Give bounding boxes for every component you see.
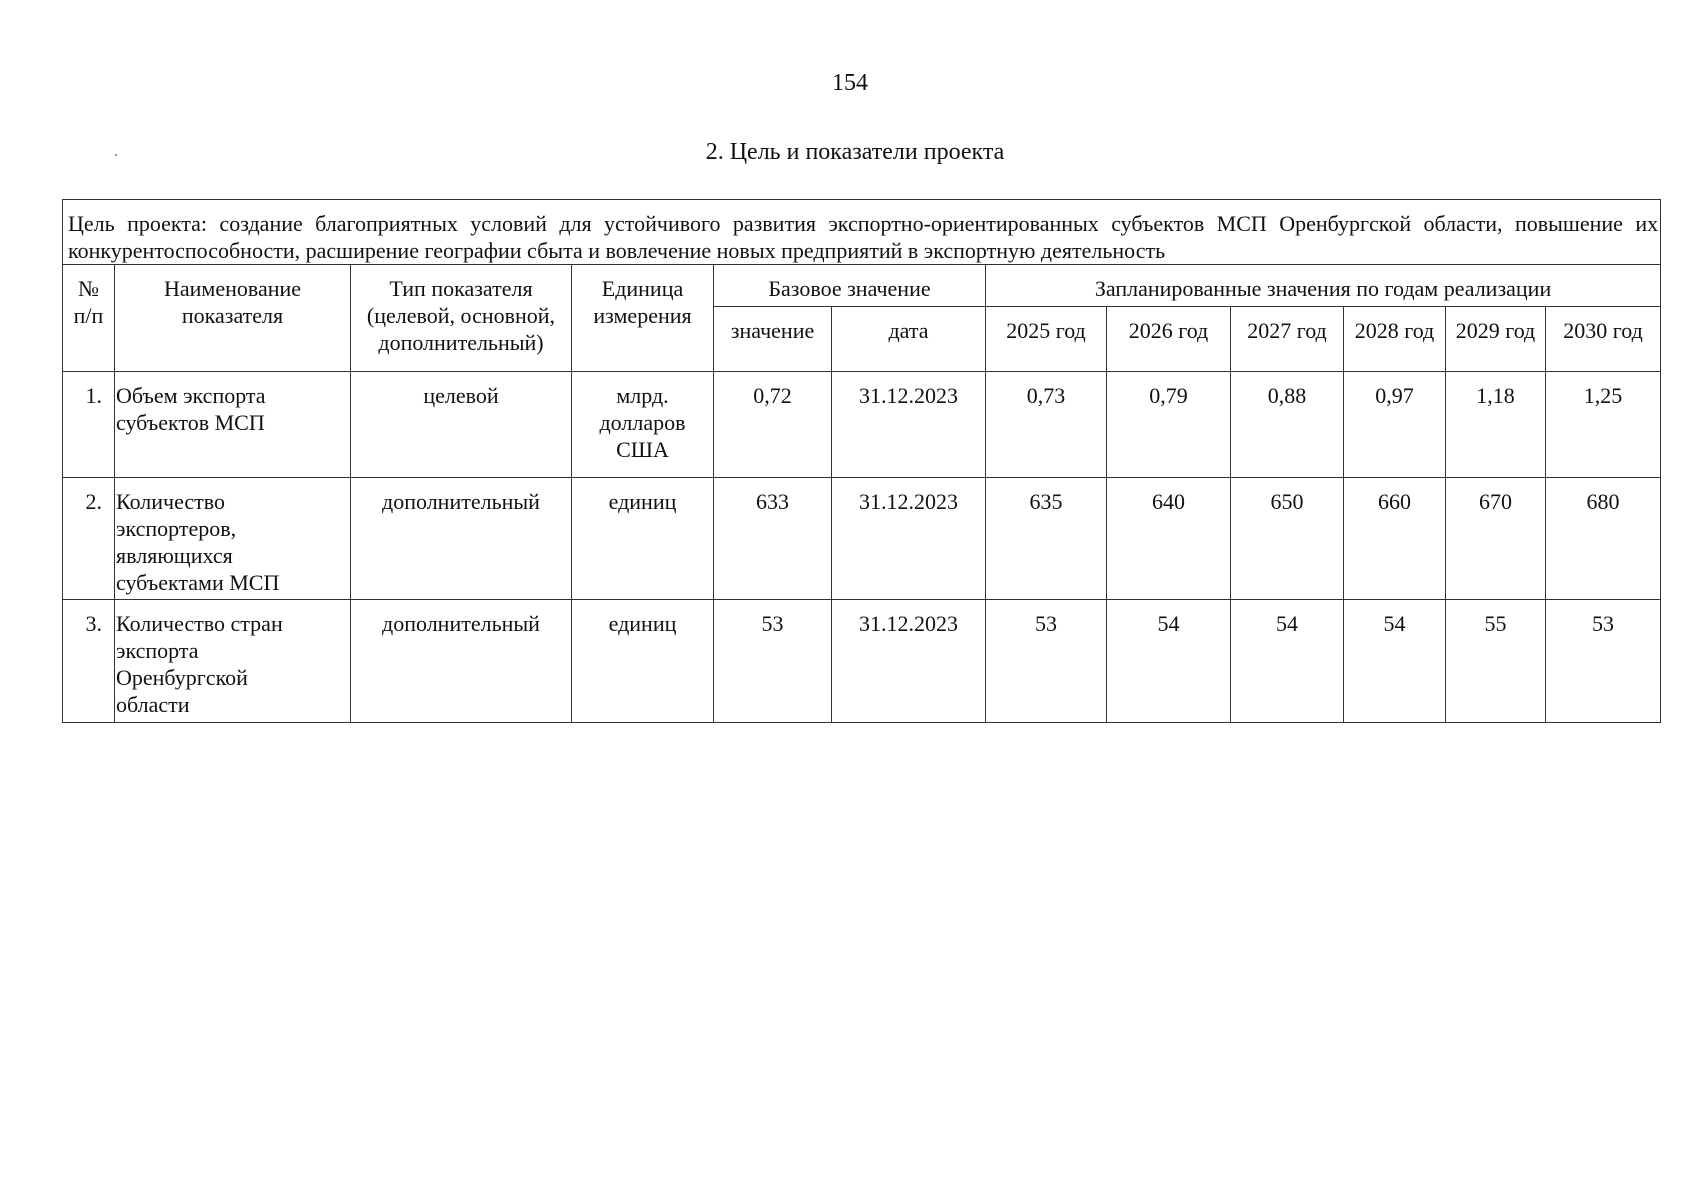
indicator-name (115, 600, 351, 723)
indicator-name-line: субъектов МСП (116, 410, 265, 435)
indicator-name-line: области (116, 692, 190, 717)
header-planned: Запланированные значения по годам реализации (986, 265, 1661, 307)
header-unit (572, 265, 714, 372)
value-2029: 670 (1446, 478, 1546, 600)
value-2027: 650 (1231, 478, 1344, 600)
value-2030: 1,25 (1546, 372, 1661, 478)
indicator-name-line: являющихся (116, 543, 233, 568)
row-number: 2. (63, 478, 115, 600)
value-2025: 0,73 (986, 372, 1107, 478)
header-type-line: дополнительный) (378, 330, 544, 355)
value-2028: 660 (1344, 478, 1446, 600)
indicators-table (62, 199, 1661, 723)
value-2027: 54 (1231, 600, 1344, 723)
indicator-name-line: субъектами МСП (116, 570, 280, 595)
indicator-name (115, 478, 351, 600)
indicator-unit-line: млрд. (616, 383, 669, 408)
indicator-unit-line: долларов (599, 410, 686, 435)
header-name-line: Наименование (163, 276, 302, 301)
indicator-unit-line: единиц (608, 489, 677, 514)
header-num-line: п/п (73, 303, 104, 328)
header-num-line: № (78, 276, 99, 301)
base-date: 31.12.2023 (832, 478, 986, 600)
header-name-line: показателя (181, 303, 284, 328)
value-2026: 640 (1107, 478, 1231, 600)
value-2027: 0,88 (1231, 372, 1344, 478)
base-date: 31.12.2023 (832, 600, 986, 723)
header-year-2026: 2026 год (1107, 307, 1231, 372)
row-number: 1. (63, 372, 115, 478)
value-2029: 1,18 (1446, 372, 1546, 478)
row-number: 3. (63, 600, 115, 723)
indicator-name-line: Количество (116, 489, 226, 514)
scan-dot (115, 154, 117, 156)
indicator-name-line: Оренбургской (116, 665, 248, 690)
page-number: 154 (832, 70, 868, 96)
value-2025: 635 (986, 478, 1107, 600)
value-2029: 55 (1446, 600, 1546, 723)
header-base-value: значение (714, 307, 832, 372)
indicator-unit (572, 478, 714, 600)
header-year-2027: 2027 год (1231, 307, 1344, 372)
indicator-unit-line: единиц (608, 611, 677, 636)
header-name (115, 265, 351, 372)
base-date: 31.12.2023 (832, 372, 986, 478)
value-2028: 54 (1344, 600, 1446, 723)
value-2028: 0,97 (1344, 372, 1446, 478)
header-num (63, 265, 115, 372)
table-row (63, 478, 1661, 600)
section-title: 2. Цель и показатели проекта (705, 139, 1005, 165)
value-2026: 54 (1107, 600, 1231, 723)
header-type-line: (целевой, основной, (366, 303, 556, 328)
value-2030: 53 (1546, 600, 1661, 723)
header-type-line: Тип показателя (389, 276, 533, 301)
value-2026: 0,79 (1107, 372, 1231, 478)
indicator-unit-line: США (616, 437, 669, 462)
goal-row (63, 200, 1661, 265)
indicator-type: целевой (351, 372, 572, 478)
table-row (63, 600, 1661, 723)
indicator-unit (572, 372, 714, 478)
indicator-unit (572, 600, 714, 723)
header-year-2028: 2028 год (1344, 307, 1446, 372)
goal-cell: Цель проекта: создание благоприятных условий для устойчивого развития экспортно-ориентированных субъектов МСП Оренбургской области, повышение их конкурентоспособности, расширение географии сбыта и вовлечение новых предприятий в экспортную деятельность (63, 200, 1661, 265)
indicator-name (115, 372, 351, 478)
header-year-2025: 2025 год (986, 307, 1107, 372)
indicator-name-line: Количество стран (116, 611, 283, 636)
header-base-date: дата (832, 307, 986, 372)
header-year-2029: 2029 год (1446, 307, 1546, 372)
indicator-type: дополнительный (351, 600, 572, 723)
value-2025: 53 (986, 600, 1107, 723)
value-2030: 680 (1546, 478, 1661, 600)
indicator-name-line: экспортеров, (116, 516, 237, 541)
header-row-1 (63, 265, 1661, 307)
header-type (351, 265, 572, 372)
header-year-2030: 2030 год (1546, 307, 1661, 372)
indicator-type: дополнительный (351, 478, 572, 600)
header-unit-line: Единица (601, 276, 684, 301)
header-unit-line: измерения (593, 303, 692, 328)
header-base: Базовое значение (714, 265, 986, 307)
base-value: 633 (714, 478, 832, 600)
table-row (63, 372, 1661, 478)
indicator-name-line: Объем экспорта (116, 383, 266, 408)
indicator-name-line: экспорта (116, 638, 199, 663)
base-value: 0,72 (714, 372, 832, 478)
base-value: 53 (714, 600, 832, 723)
